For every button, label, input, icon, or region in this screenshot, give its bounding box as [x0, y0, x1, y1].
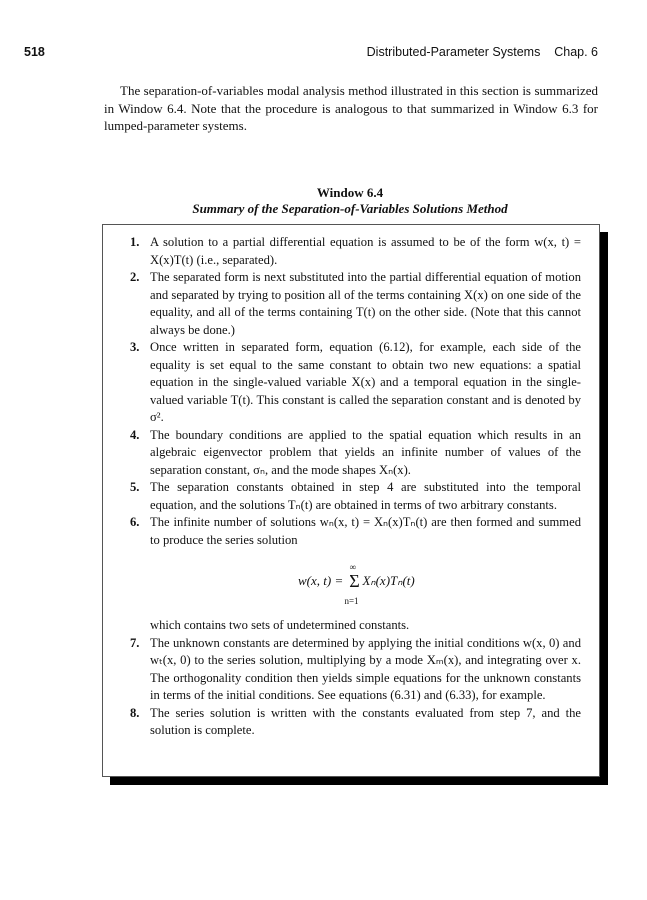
step-text: The boundary conditions are applied to the spatial equation which results in an algebraic eigenvector problem that yields an infinite number of values of the separation constant, σₙ, and the mode shapes Xₙ(x).: [150, 427, 581, 477]
equation-lhs: w(x, t) =: [298, 573, 347, 588]
step-number: 7.: [130, 635, 140, 650]
step-item: [130, 479, 581, 514]
step-item: [130, 269, 581, 339]
series-equation: [150, 563, 581, 607]
step-number: 4.: [130, 427, 140, 442]
step-item: [130, 705, 581, 740]
page-number: 518: [24, 45, 45, 59]
window-title: Window 6.4: [316, 185, 384, 200]
step-text: The unknown constants are determined by applying the initial conditions w(x, 0) and wₜ(x, 0) to the series solution, multiplying by a mode Xₘ(x), and integrating over x. The orthogonality condition then yields simple equations for the unknown constants in terms of the initial conditions. See equations (6.31) and (6.33), for example.: [150, 635, 581, 702]
intro-paragraph: The separation-of-variables modal analysis method illustrated in this section is summarized in Window 6.4. Note that the procedure is analogous to that summarized in Window 6.3 for lumped-parameter systems.: [104, 83, 598, 133]
step-item: [130, 427, 581, 480]
step-item: [130, 514, 581, 635]
step-item: [130, 339, 581, 427]
steps-list: [130, 234, 581, 740]
running-title: Distributed-Parameter Systems Chap. 6: [366, 45, 598, 59]
sum-symbol: Σ: [349, 571, 360, 591]
page-header: [24, 45, 598, 61]
step-text: The series solution is written with the constants evaluated from step 7, and the solution is complete.: [150, 705, 581, 737]
step-number: 8.: [130, 705, 140, 720]
step-number: 6.: [130, 515, 140, 529]
step-text: The separated form is next substituted into the partial differential equation of motion and separated by trying to position all of the terms containing X(x) on one side of the equality, and all of the terms containing T(t) on the other side. (Note that this cannot always be done.): [150, 270, 581, 337]
step-text: A solution to a partial differential equation is assumed to be of the form w(x, t) = X(x)T(t) (i.e., separated).: [150, 235, 581, 267]
step-number: 3.: [130, 340, 140, 354]
sum-lower-limit: n=1: [344, 596, 359, 606]
step-number: 5.: [130, 480, 140, 494]
step-number: 2.: [130, 270, 140, 284]
step-text: The infinite number of solutions wₙ(x, t) = Xₙ(x)Tₙ(t) are then formed and summed to produce the series solution: [150, 515, 581, 547]
sum-upper-limit: ∞: [349, 562, 356, 572]
step-item: [130, 234, 581, 269]
summation: [344, 562, 362, 606]
step-text: The separation constants obtained in step 4 are substituted into the temporal equation, and the solutions Tₙ(t) are obtained in terms of two arbitrary constants.: [150, 480, 581, 512]
window-subtitle: Summary of the Separation-of-Variables Solutions Method: [192, 201, 508, 216]
step-item: [130, 635, 581, 705]
step-text: Once written in separated form, equation (6.12), for example, each side of the equality is set equal to the same constant to obtain two new equations: a spatial equation in the single-valued variable X(x) and a temporal equation in the single-valued variable T(t). This constant is called the separation constant and is denoted by σ².: [150, 340, 581, 424]
step-number: 1.: [130, 235, 140, 249]
equation-rhs: Xₙ(x)Tₙ(t): [362, 573, 415, 588]
step6-followup: which contains two sets of undetermined constants.: [150, 618, 410, 632]
